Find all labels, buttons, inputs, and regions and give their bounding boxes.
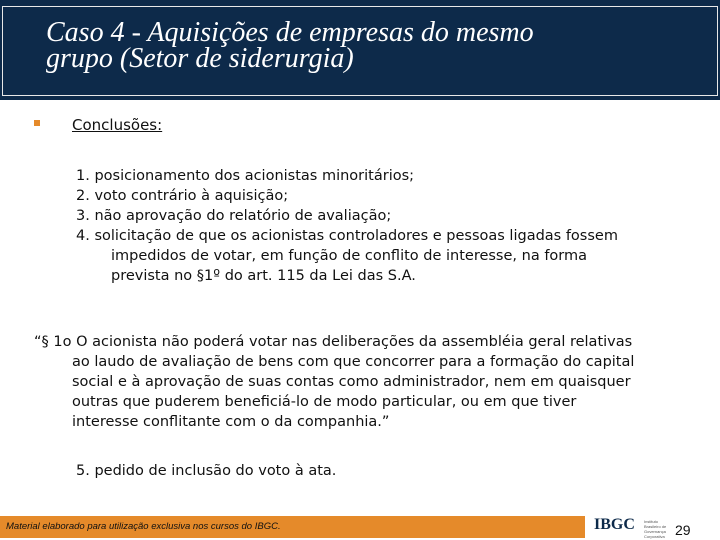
section-heading: Conclusões: — [72, 116, 163, 134]
logo-wordmark: IBGC — [594, 516, 635, 533]
conclusions-list — [76, 166, 656, 286]
list-item: 3. não aprovação do relatório de avaliação; — [76, 208, 392, 224]
logo-subtitle: Instituto Brasileiro de Governança Corporativa — [644, 519, 667, 539]
quote-line: interesse conflitante com o da companhia.” — [72, 414, 390, 430]
list-item: 4. solicitação de que os acionistas controladores e pessoas ligadas fossem — [76, 228, 618, 244]
ibgc-logo — [594, 516, 674, 538]
bullet-square-icon — [34, 120, 40, 126]
quote-line: social e à aprovação de suas contas como administrador, nem em quaisquer — [72, 374, 631, 390]
quote-line: outras que puderem beneficiá-lo de modo particular, ou em que tiver — [72, 394, 577, 410]
page-number: 29 — [675, 522, 691, 538]
quote-line: ao laudo de avaliação de bens com que concorrer para a formação do capital — [72, 354, 635, 370]
final-list-item: 5. pedido de inclusão do voto à ata. — [76, 463, 337, 479]
footer-text: Material elaborado para utilização exclusiva nos cursos do IBGC. — [6, 521, 281, 532]
slide-title-line2: grupo (Setor de siderurgia) — [46, 43, 354, 74]
list-item-continuation: prevista no §1º do art. 115 da Lei das S.A. — [111, 268, 416, 284]
list-item-continuation: impedidos de votar, em função de conflito de interesse, na forma — [111, 248, 588, 264]
list-item: 2. voto contrário à aquisição; — [76, 188, 289, 204]
law-quote — [34, 332, 674, 432]
slide-title-line1: Caso 4 - Aquisições de empresas do mesmo — [46, 17, 534, 48]
quote-line: “§ 1o O acionista não poderá votar nas deliberações da assembléia geral relativas — [34, 334, 633, 350]
list-item: 1. posicionamento dos acionistas minoritários; — [76, 168, 415, 184]
